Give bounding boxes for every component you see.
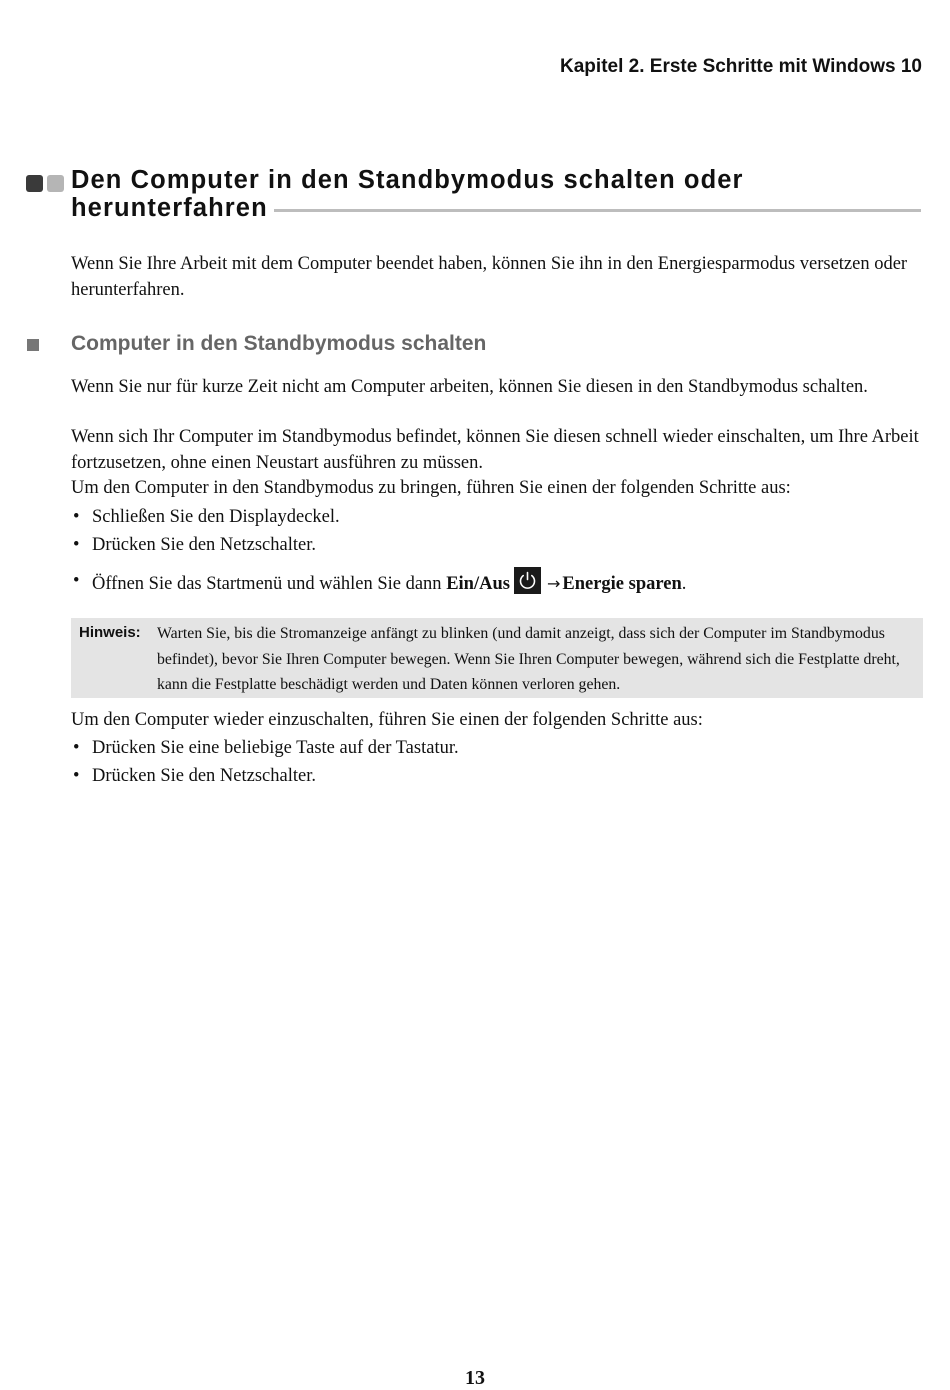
bullet-icon: •: [73, 738, 80, 758]
paragraph-enter-standby: Um den Computer in den Standbymodus zu bringen, führen Sie einen der folgenden Schritte aus:: [71, 478, 791, 498]
section-heading-line1: Den Computer in den Standbymodus schalten oder: [71, 166, 744, 194]
list-item: [71, 735, 921, 763]
standby-steps-list: [71, 503, 921, 598]
paragraph-standby-resume: Wenn sich Ihr Computer im Standbymodus befindet, können Sie diesen schnell wieder einschalten, um Ihre Arbeit fortzusetzen, ohne einen Neustart ausführen zu müssen.: [71, 427, 919, 473]
dark-square-icon: [26, 175, 43, 192]
light-square-icon: [47, 175, 64, 192]
wake-steps-list: [71, 735, 921, 790]
bullet-icon: •: [73, 507, 80, 527]
menu-ein-aus: Ein/Aus: [446, 574, 510, 594]
heading-rule: [274, 209, 921, 212]
subsection-square-icon: [27, 339, 39, 351]
section-heading-line2: herunterfahren: [71, 194, 268, 222]
subsection-heading: Computer in den Standbymodus schalten: [71, 332, 487, 355]
note-label: Hinweis:: [79, 624, 141, 641]
list-item: [71, 763, 921, 791]
note-box: [71, 618, 923, 698]
list-item-text: Schließen Sie den Displaydeckel.: [92, 507, 340, 527]
paragraph-short-break: Wenn Sie nur für kurze Zeit nicht am Computer arbeiten, können Sie diesen in den Standbymodus schalten.: [71, 377, 868, 397]
bullet-icon: •: [73, 571, 80, 591]
list-item-end: .: [681, 574, 687, 594]
intro-paragraph: Wenn Sie Ihre Arbeit mit dem Computer beendet haben, können Sie ihn in den Energiesparmodus versetzen oder herunterfahren.: [71, 254, 908, 300]
list-item-text: Öffnen Sie das Startmenü und wählen Sie dann: [92, 574, 447, 594]
list-item-text: Drücken Sie eine beliebige Taste auf der Tastatur.: [92, 738, 459, 758]
arrow-icon: →: [546, 574, 561, 593]
running-header: Kapitel 2. Erste Schritte mit Windows 10: [560, 56, 922, 77]
list-item: [71, 503, 921, 531]
power-icon: [514, 567, 541, 594]
bullet-icon: •: [73, 765, 80, 786]
section-heading-line2-row: [71, 194, 921, 222]
list-item: [71, 531, 921, 559]
list-item-text: Drücken Sie den Netzschalter.: [92, 765, 316, 786]
section-heading: [71, 166, 921, 222]
page-number: 13: [465, 1367, 485, 1389]
list-item: [71, 567, 921, 598]
bullet-icon: •: [73, 535, 80, 555]
menu-energie-sparen: Energie sparen: [562, 574, 682, 594]
heading-marker-icon: [26, 175, 66, 193]
list-item-text: Drücken Sie den Netzschalter.: [92, 535, 316, 555]
note-text: Warten Sie, bis die Stromanzeige anfängt zu blinken (und damit anzeigt, dass sich der Computer im Standbymodus befindet), bevor Sie Ihren Computer bewegen. Wenn Sie Ihren Computer bewegen, während sich die Festplatte dreht, kann die Festplatte beschädigt werden und Daten können verloren gehen.: [157, 625, 900, 693]
paragraph-wake: Um den Computer wieder einzuschalten, führen Sie einen der folgenden Schritte aus:: [71, 710, 703, 730]
